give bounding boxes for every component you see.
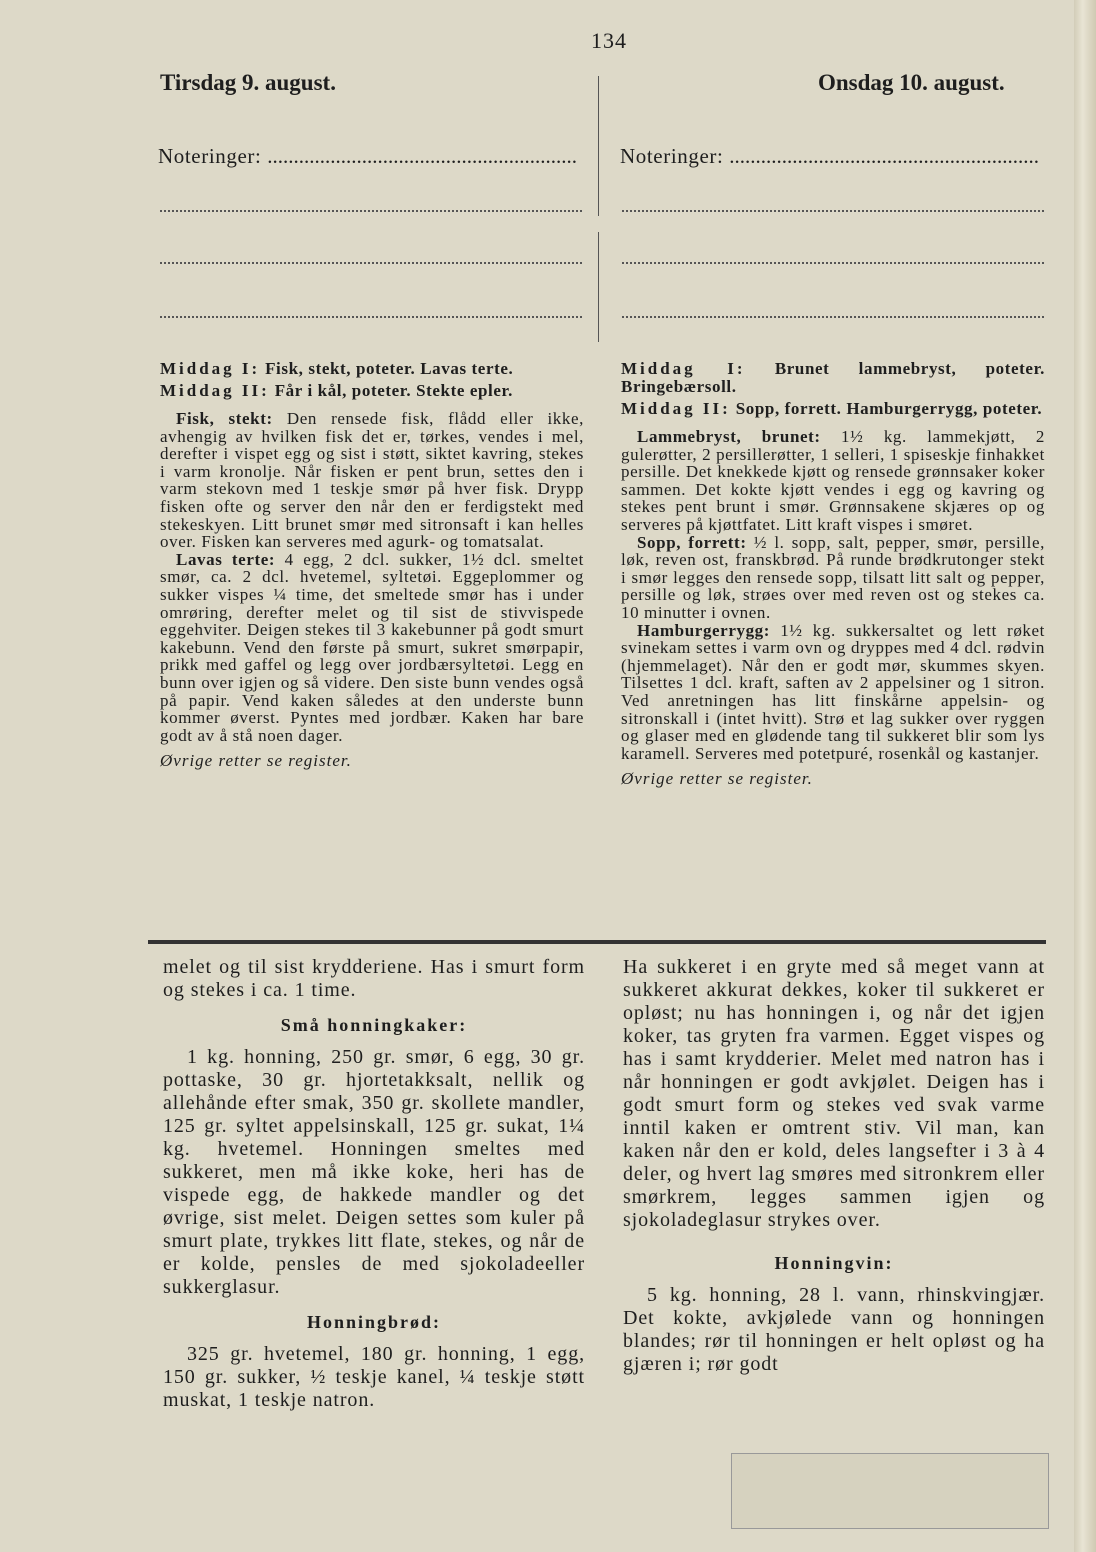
recipe-text: ½ l. sopp, salt, pepper, smør, persille, løk, reven ost, franskbrød. På runde brødkrutonger stekt i smør legges den rensede sopp, tilsatt litt salt og pepper, persille og løk, strøes over med reven ost og stekes ca. 10 minutter i ovnen. [621, 532, 1045, 622]
bottom-right-column [623, 956, 1045, 1376]
recipe-honningbrod: 325 gr. hvetemel, 180 gr. honning, 1 egg, 150 gr. sukker, ½ teskje kanel, ¼ teskje støtt muskat, 1 teskje natron. [163, 1343, 585, 1411]
recipe-hamburgerrygg [621, 622, 1045, 763]
notes-line [160, 316, 582, 318]
notes-label-text: Noteringer: [620, 144, 724, 168]
recipe-name: Fisk, stekt: [176, 409, 273, 428]
recipe-honningvin: 5 kg. honning, 28 l. vann, rhinskvingjær. Det kokte, avkjølede vann og honningen blandes; rør til honningen er helt opløst og ha gjæren i; rør godt [623, 1284, 1045, 1375]
notes-line [622, 316, 1044, 318]
notes-dots: ........................................................... [729, 144, 1040, 168]
notes-label-right [620, 144, 1050, 169]
menu-text: Fisk, stekt, poteter. Lavas terte. [265, 359, 514, 378]
menu-line-2 [621, 400, 1045, 418]
recipe-fisk-stekt [160, 410, 584, 551]
heading-sma-honningkaker: Små honningkaker: [280, 1015, 468, 1035]
notes-line [622, 262, 1044, 264]
recipe-text: 4 egg, 2 dcl. sukker, 1½ dcl. smeltet smør, ca. 2 dcl. hvetemel, syltetøi. Eggeplommer og sukker vispes ¼ time, det smeltede smør has i under omrøring, derefter melet og til sist de stivvispede eggehviter. Deigen stekes til 3 kakebunner på godt smurt kakebunn. Vend den første på smurt, sukret smørpapir, prikk med gaffel og legg over jordbærsyltetøi. Legg en bunn over igjen og så videre. Den siste bunn vendes også på papir. Vend kaken således at den underste bunn kommer øverst. Pyntes med jordbær. Kaken har bare godt av å stå noen dager. [160, 549, 585, 745]
library-label [731, 1453, 1049, 1529]
footnote: Øvrige retter se register. [160, 751, 352, 771]
menu-line-1 [160, 360, 584, 378]
notes-line [160, 210, 582, 212]
page-number: 134 [591, 28, 627, 53]
day-title-tuesday: Tirsdag 9. august. [160, 70, 336, 95]
footnote: Øvrige retter se register. [621, 769, 813, 789]
recipe-lammebryst [621, 428, 1045, 534]
menu-prefix: Middag II: [160, 381, 270, 400]
recipe-text: Den rensede fisk, flådd eller ikke, avhengig av hvilken fisk det er, tørkes, vendes i mel, derefter i vispet egg og sist i støtt, siktet kavring, stekes i varm kronolje. Når fisken er pent brun, settes den i varm stekovn med 1 teskje smør på hver fisk. Drypp fisken ofte og server den når den er ferdigstekt med stekeskyen. Litt brunet smør med sitronsaft i kan helles over. Fisken kan serveres med agurk- og tomatsalat. [160, 409, 584, 552]
heading-honningbrod: Honningbrød: [306, 1312, 442, 1332]
day-title-wednesday: Onsdag 10. august. [818, 70, 1005, 95]
menu-prefix: Middag I: [160, 359, 261, 378]
notes-label-left [158, 144, 588, 169]
menu-text: Får i kål, poteter. Stekte epler. [274, 381, 513, 400]
recipe-name: Hamburgerrygg: [637, 620, 771, 640]
recipe-sopp-forrett [621, 534, 1045, 622]
heading-honningvin: Honningvin: [774, 1253, 894, 1273]
recipe-name: Lammebryst, brunet: [637, 427, 821, 446]
page-edge [1074, 0, 1096, 1552]
recipe-text: 1½ kg. lammekjøtt, 2 gulerøtter, 2 persillerøtter, 1 selleri, 1 spiseskje finhakket persille. Det knekkede kjøtt og rensede grønnsaker koker sammen. Det kokte kjøtt vendes i egg og kavring og stekes pent brunt i smør. Grønnsakene skjæres op og serveres på kjøttfatet. Litt kraft vispes i smøret. [621, 427, 1045, 534]
recipe-lavas-terte [160, 551, 584, 745]
menu-line-2 [160, 382, 584, 400]
right-day-menu-column [621, 360, 1045, 788]
menu-text: Sopp, forrett. Hamburgerrygg, poteter. [735, 399, 1043, 418]
bottom-left-column [163, 956, 585, 1412]
menu-line-1 [621, 360, 1045, 396]
recipe-honningbrod-method: Ha sukkeret i en gryte med så meget vann at sukkeret akkurat dekkes, koker til sukkeret er opløst; nu has honningen i, og når det igjen koker, tas gryten fra varmen. Egget vispes og has i samt krydderier. Melet med natron has i når honningen er godt avkjølet. Deigen has i godt smurt form og stekes ved svak varme inntil kaken er omtrent stiv. Vil man, kan kaken når den er kold, deles langsefter i 3 à 4 deler, og hvert lag smøres med sitronkrem eller smørkrem, legges sammen igjen og sjokoladeglasur strykes over. [623, 956, 1045, 1231]
menu-prefix: Middag I: [621, 359, 746, 378]
column-divider-top [598, 76, 599, 216]
menu-prefix: Middag II: [621, 399, 731, 418]
recipe-name: Sopp, forrett: [637, 532, 747, 552]
section-rule [148, 940, 1046, 944]
notes-line [622, 210, 1044, 212]
column-divider-middle [598, 232, 599, 342]
notes-dots: ........................................................... [267, 144, 578, 168]
notes-line [160, 262, 582, 264]
recipe-sma-honningkaker: 1 kg. honning, 250 gr. smør, 6 egg, 30 gr. pottaske, 30 gr. hjortetakksalt, nellik og allehånde efter smak, 350 gr. skollete mandler, 125 gr. syltet appelsinskall, 125 gr. sukat, 1¼ kg. hvetemel. Honningen smeltes med sukkeret, men må ikke koke, heri has de vispede egg, de hakkede mandler og det øvrige, sist melet. Deigen settes som kuler på smurt plate, trykkes litt flate, stekes, og når de er kolde, pensles de med sjokoladeeller sukkerglasur. [163, 1046, 585, 1298]
continuation-text: melet og til sist krydderiene. Has i smurt form og stekes i ca. 1 time. [163, 956, 585, 1001]
menu-text: Brunet lammebryst, poteter. Bringebærsoll. [621, 359, 1045, 396]
recipe-name: Lavas terte: [176, 549, 276, 569]
left-day-menu-column [160, 360, 584, 770]
recipe-text: 1½ kg. sukkersaltet og lett røket svinekam settes i varm ovn og dryppes med 4 dcl. rødvin (hjemmelaget). Når den er godt mør, skummes skyen. Tilsettes 1 dcl. kraft, saften av 2 appelsiner og 1 sitron. Ved anretningen has litt finskårne appelsin- og sitronskall i (intet hvitt). Strø et lag sukker over ryggen og glaser med en glødende tang til sukkeret blir som lys karamell. Serveres med potetpuré, rosenkål og kastanjer. [621, 620, 1045, 763]
notes-label-text: Noteringer: [158, 144, 262, 168]
